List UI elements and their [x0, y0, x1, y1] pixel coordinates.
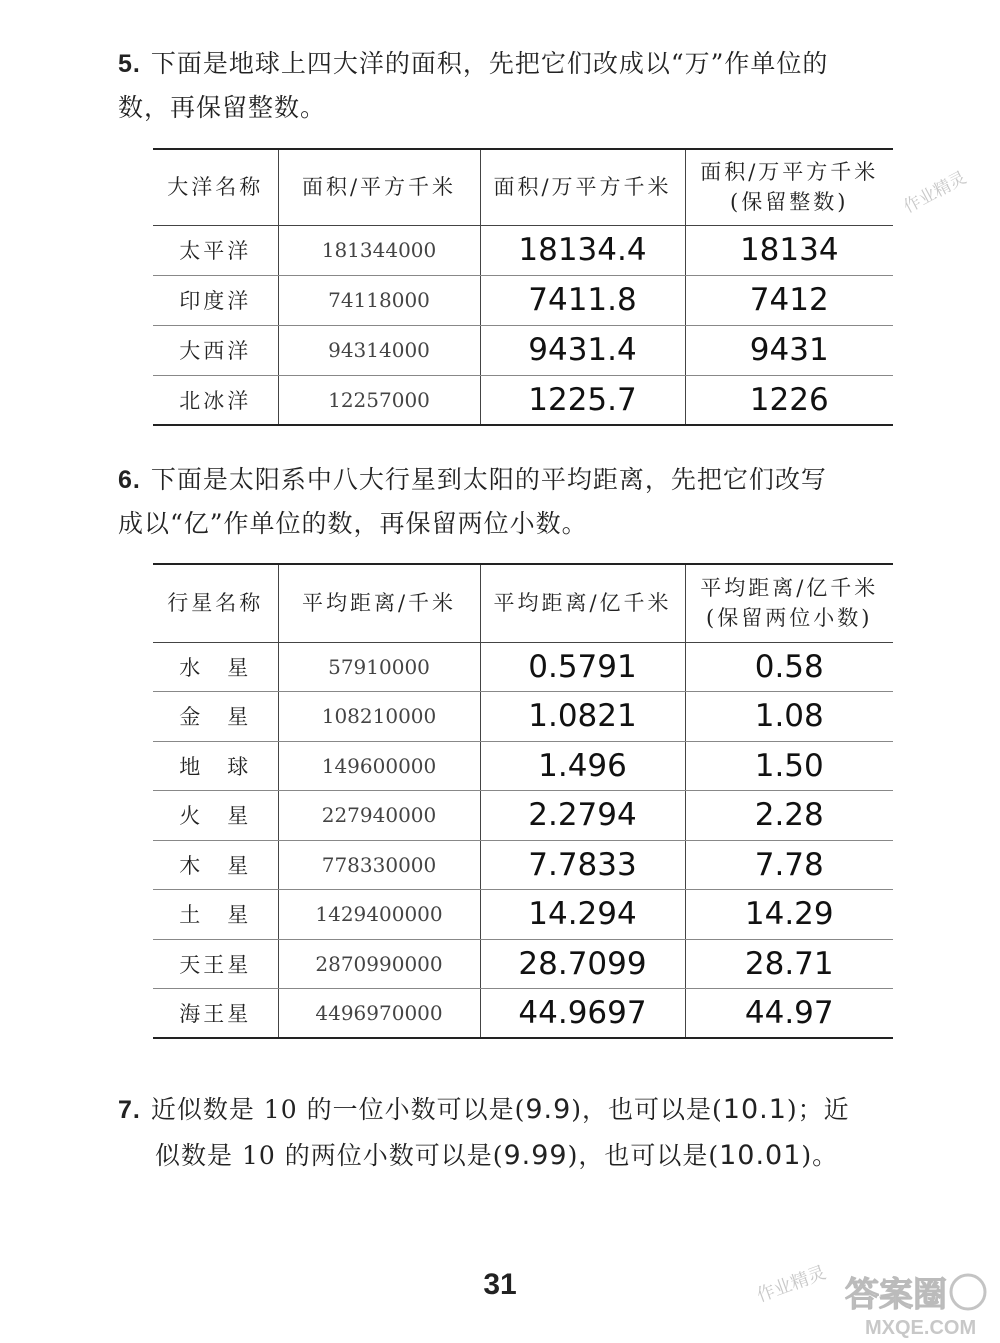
- handwritten-answer: 44.97: [685, 989, 893, 1039]
- watermark-bottom: 作业精灵: [754, 1262, 829, 1307]
- table-row: [153, 741, 893, 791]
- watermark-side: 作业精灵: [900, 167, 970, 218]
- table-row: [153, 225, 893, 275]
- planet-name: 地 球: [153, 741, 278, 791]
- handwritten-answer: 1.496: [480, 741, 685, 791]
- handwritten-answer: 0.58: [685, 642, 893, 692]
- handwritten-answer: 14.29: [685, 890, 893, 940]
- logo-text: 答案圈: [845, 1275, 947, 1315]
- handwritten-answer: 18134: [685, 225, 893, 275]
- logo-url: MXQE.COM: [865, 1317, 977, 1338]
- column-header: 平均距离/亿千米 (保留两位小数): [685, 564, 893, 642]
- table-row: [153, 375, 893, 425]
- handwritten-answer: 9.9: [525, 1094, 572, 1125]
- planet-distance: 149600000: [278, 741, 480, 791]
- handwritten-answer: 7412: [685, 275, 893, 325]
- planet-distance: 778330000: [278, 840, 480, 890]
- handwritten-answer: 10.1: [722, 1094, 787, 1125]
- planet-distance: 108210000: [278, 692, 480, 742]
- question-5-line-2: 数，再保留整数。: [118, 93, 327, 122]
- column-header: 行星名称: [153, 564, 278, 642]
- question-5-text: [118, 42, 918, 130]
- planet-distance: 1429400000: [278, 890, 480, 940]
- table-row: [153, 939, 893, 989]
- ocean-name: 北冰洋: [153, 375, 278, 425]
- table-row: [153, 890, 893, 940]
- ocean-name: 太平洋: [153, 225, 278, 275]
- handwritten-answer: 10.01: [719, 1140, 802, 1171]
- table-row: [153, 325, 893, 375]
- table-row: [153, 840, 893, 890]
- handwritten-answer: 2.28: [685, 791, 893, 841]
- column-header: 面积/平方千米: [278, 149, 480, 225]
- question-number: 6.: [118, 466, 141, 494]
- planet-name: 火 星: [153, 791, 278, 841]
- question-7-text-part: )，也可以是(: [571, 1095, 723, 1124]
- question-7-text: [118, 1087, 918, 1179]
- planet-distance: 2870990000: [278, 939, 480, 989]
- handwritten-answer: 2.2794: [480, 791, 685, 841]
- table-row: [153, 642, 893, 692]
- column-header: 面积/万平方千米 (保留整数): [685, 149, 893, 225]
- handwritten-answer: 9431: [685, 325, 893, 375]
- planet-name: 木 星: [153, 840, 278, 890]
- handwritten-answer: 7.7833: [480, 840, 685, 890]
- ocean-area: 74118000: [278, 275, 480, 325]
- handwritten-answer: 28.7099: [480, 939, 685, 989]
- planet-distance: 57910000: [278, 642, 480, 692]
- question-6-text: [118, 458, 918, 546]
- ocean-name: 大西洋: [153, 325, 278, 375]
- handwritten-answer: 44.9697: [480, 989, 685, 1039]
- column-header: 平均距离/亿千米: [480, 564, 685, 642]
- planet-name: 天王星: [153, 939, 278, 989]
- ocean-area: 181344000: [278, 225, 480, 275]
- column-header: 平均距离/千米: [278, 564, 480, 642]
- planet-name: 土 星: [153, 890, 278, 940]
- handwritten-answer: 9431.4: [480, 325, 685, 375]
- planets-table: [153, 563, 893, 1039]
- question-7-text-part: )；近: [786, 1095, 850, 1124]
- planet-distance: 4496970000: [278, 989, 480, 1039]
- handwritten-answer: 18134.4: [480, 225, 685, 275]
- planet-name: 海王星: [153, 989, 278, 1039]
- handwritten-answer: 1.08: [685, 692, 893, 742]
- column-header: 面积/万平方千米: [480, 149, 685, 225]
- handwritten-answer: 7.78: [685, 840, 893, 890]
- table-row: [153, 791, 893, 841]
- handwritten-answer: 9.99: [503, 1140, 568, 1171]
- question-7-text-part: 似数是 10 的两位小数可以是(: [155, 1141, 504, 1170]
- ocean-name: 印度洋: [153, 275, 278, 325]
- table-row: [153, 275, 893, 325]
- site-logo: [843, 1270, 993, 1338]
- handwritten-answer: 1225.7: [480, 375, 685, 425]
- handwritten-answer: 1.0821: [480, 692, 685, 742]
- table-row: [153, 692, 893, 742]
- planet-name: 金 星: [153, 692, 278, 742]
- table-row: [153, 989, 893, 1039]
- question-6-line-2: 成以“亿”作单位的数，再保留两位小数。: [118, 509, 588, 538]
- question-number: 5.: [118, 50, 141, 78]
- question-number: 7.: [118, 1096, 141, 1124]
- question-7-text-part: )，也可以是(: [567, 1141, 720, 1170]
- handwritten-answer: 1.50: [685, 741, 893, 791]
- handwritten-answer: 14.294: [480, 890, 685, 940]
- planet-name: 水 星: [153, 642, 278, 692]
- handwritten-answer: 1226: [685, 375, 893, 425]
- question-6-line-1: 下面是太阳系中八大行星到太阳的平均距离，先把它们改写: [150, 465, 827, 494]
- question-7-text-part: )。: [801, 1141, 839, 1170]
- handwritten-answer: 0.5791: [480, 642, 685, 692]
- oceans-table: [153, 148, 893, 426]
- handwritten-answer: 28.71: [685, 939, 893, 989]
- planet-distance: 227940000: [278, 791, 480, 841]
- question-7-text-part: 近似数是 10 的一位小数可以是(: [150, 1095, 526, 1124]
- page-number: 31: [483, 1268, 517, 1301]
- ocean-area: 94314000: [278, 325, 480, 375]
- ocean-area: 12257000: [278, 375, 480, 425]
- handwritten-answer: 7411.8: [480, 275, 685, 325]
- question-5-line-1: 下面是地球上四大洋的面积，先把它们改成以“万”作单位的: [150, 49, 829, 78]
- column-header: 大洋名称: [153, 149, 278, 225]
